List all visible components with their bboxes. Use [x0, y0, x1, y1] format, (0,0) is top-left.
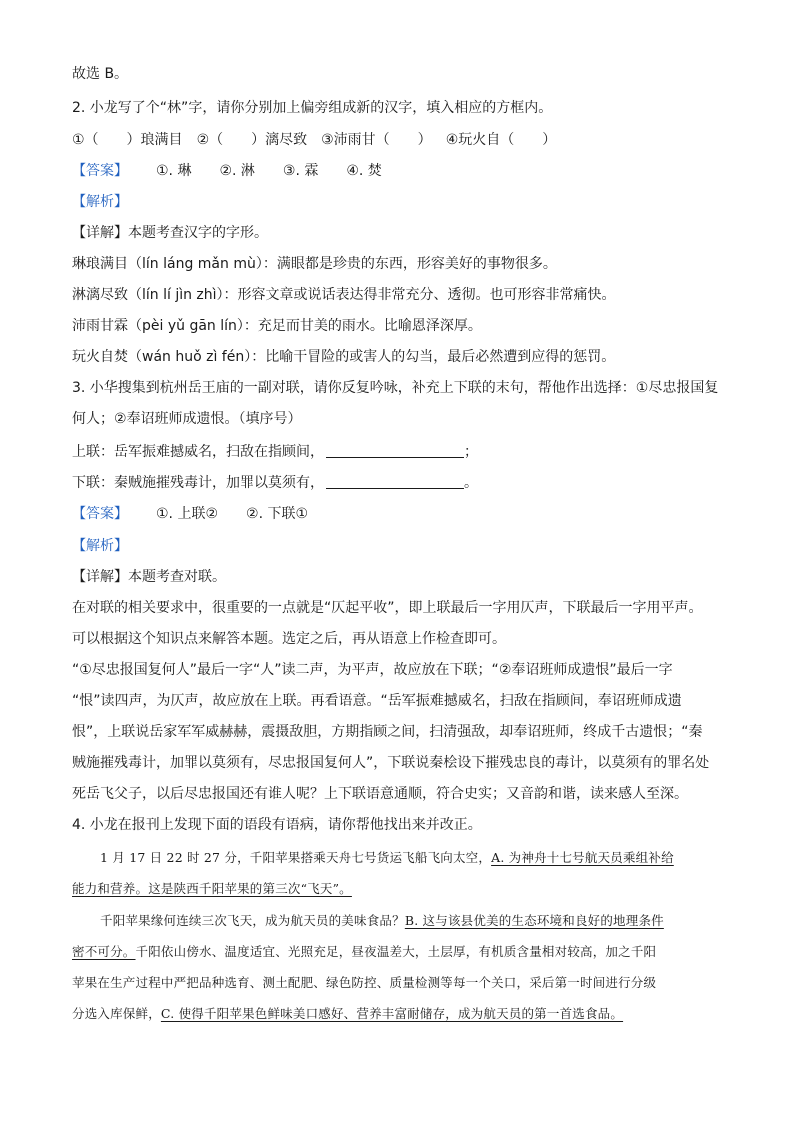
q2-analysis-tag: 【解析】	[72, 194, 128, 210]
answer-tag: 【答案】	[72, 163, 128, 179]
q3-answer-1: ①. 上联②	[156, 506, 219, 522]
q3-prompt-2: 何人；②奉诏班师成遗恨。（填序号）	[72, 411, 302, 427]
sentence-b-part-1: B. 这与该县优美的生态环境和良好的地理条件	[404, 913, 664, 928]
q2-option-4: ④玩火自（ ）	[445, 132, 557, 148]
q2-explanation-3: 沛雨甘霖（pèi yǔ gān lín）：充足而甘美的雨水。比喻恩泽深厚。	[72, 318, 482, 334]
q1-conclusion: 故选 B。	[72, 66, 129, 82]
q2-prompt: 2. 小龙写了个“林”字，请你分别加上偏旁组成新的汉字，填入相应的方框内。	[72, 100, 553, 116]
passage-text: 1 月 17 日 22 时 27 分，千阳苹果搭乘天舟七号货运飞船飞向太空，	[100, 850, 492, 865]
lower-blank	[326, 474, 464, 489]
q2-detail: 【详解】本题考查汉字的字形。	[72, 225, 268, 241]
upper-blank	[326, 443, 464, 458]
q3-analysis-tag: 【解析】	[72, 538, 128, 554]
lower-end-punct: 。	[464, 475, 478, 491]
q3-upper-couplet	[72, 442, 478, 462]
sentence-b-part-2: 密不可分。	[72, 944, 136, 959]
q3-explanation-5: 恨”，上联说岳家军军威赫赫，震摄敌胆，方期指顾之间，扫清强敌，却奉诏班师，终成千古遗恨；“秦	[72, 724, 703, 740]
q2-answer	[72, 161, 382, 181]
q4-passage-line-1	[100, 848, 674, 868]
q3-lower-couplet	[72, 473, 478, 493]
q3-explanation-7: 死岳飞父子，以后尽忠报国还有谁人呢？上下联语意通顺，符合史实；又音韵和谐，读来感人至深。	[72, 786, 688, 802]
upper-couplet-text: 上联：岳军振难撼威名，扫敌在指顾间，	[72, 444, 324, 460]
q4-passage-line-3	[100, 911, 664, 931]
passage-text: 千阳依山傍水、温度适宜、光照充足，昼夜温差大，土层厚，有机质含量相对较高，加之千阳	[135, 944, 657, 959]
q4-passage-line-2	[72, 879, 352, 899]
q3-prompt-1: 3. 小华搜集到杭州岳王庙的一副对联，请你反复吟咏，补充上下联的末句，帮他作出选择：①尽忠报国复	[72, 380, 719, 396]
q3-answer-2: ②. 下联①	[246, 506, 309, 522]
q2-answer-2: ②. 淋	[219, 163, 255, 179]
passage-text: 分选入库保鲜，	[72, 1006, 161, 1021]
q2-option-2: ②（ ）漓尽致	[196, 132, 308, 148]
q3-explanation-6: 贼施摧残毒计，加罪以莫须有，尽忠报国复何人”，下联说秦桧设下摧残忠良的毒计，以莫须有的罪名处	[72, 755, 710, 771]
sentence-a-part-1: A. 为神舟十七号航天员乘组补给	[491, 850, 674, 865]
q4-prompt: 4. 小龙在报刊上发现下面的语段有语病，请你帮他找出来并改正。	[72, 817, 482, 833]
sentence-a-part-2: 能力和营养。这是陕西千阳苹果的第三次“飞天”。	[72, 881, 352, 896]
q2-answer-3: ③. 霖	[282, 163, 319, 179]
q3-explanation-2: 可以根据这个知识点来解答本题。选定之后，再从语意上作检查即可。	[72, 631, 506, 647]
q2-option-1: ①（ ）琅满目	[72, 132, 183, 148]
answer-tag: 【答案】	[72, 506, 128, 522]
q2-option-3: ③沛雨甘（ ）	[321, 132, 432, 148]
lower-couplet-text: 下联：秦贼施摧残毒计，加罪以莫须有，	[72, 475, 324, 491]
q3-explanation-4: “恨”读四声，为仄声，故应放在上联。再看语意。“岳军振难撼威名，扫敌在指顾间，奉诏班师成遗	[72, 693, 682, 709]
q4-passage-line-4	[72, 942, 656, 962]
q2-explanation-4: 玩火自焚（wán huǒ zì fén）：比喻干冒险的或害人的勾当，最后必然遭到应得的惩罚。	[72, 349, 616, 365]
q2-answer-4: ④. 焚	[346, 163, 382, 179]
q3-explanation-3: “①尽忠报国复何人”最后一字“人”读二声，为平声，故应放在下联；“②奉诏班师成遗恨”最后一字	[72, 662, 673, 678]
q2-explanation-1: 琳琅满目（lín láng mǎn mù）：满眼都是珍贵的东西，形容美好的事物很多。	[72, 256, 557, 272]
q4-passage-line-5: 苹果在生产过程中严把品种选育、测土配肥、绿色防控、质量检测等每一个关口，采后第一时间进行分级	[72, 975, 657, 990]
q3-explanation-1: 在对联的相关要求中，很重要的一点就是“仄起平收”，即上联最后一字用仄声，下联最后一字用平声。	[72, 600, 703, 616]
q2-explanation-2: 淋漓尽致（lín lí jìn zhì）：形容文章或说话表达得非常充分、透彻。也可形容非常痛快。	[72, 287, 616, 303]
passage-text: 千阳苹果缘何连续三次飞天，成为航天员的美味食品？	[100, 913, 405, 928]
q3-detail: 【详解】本题考查对联。	[72, 569, 226, 585]
q3-answer	[72, 504, 308, 524]
sentence-c: C. 使得千阳苹果色鲜味美口感好、营养丰富耐储存，成为航天员的第一首选食品。	[160, 1006, 624, 1021]
q2-options	[72, 130, 556, 150]
q2-answer-1: ①. 琳	[156, 163, 192, 179]
upper-end-punct: ；	[464, 444, 478, 460]
q4-passage-line-6	[72, 1004, 623, 1024]
